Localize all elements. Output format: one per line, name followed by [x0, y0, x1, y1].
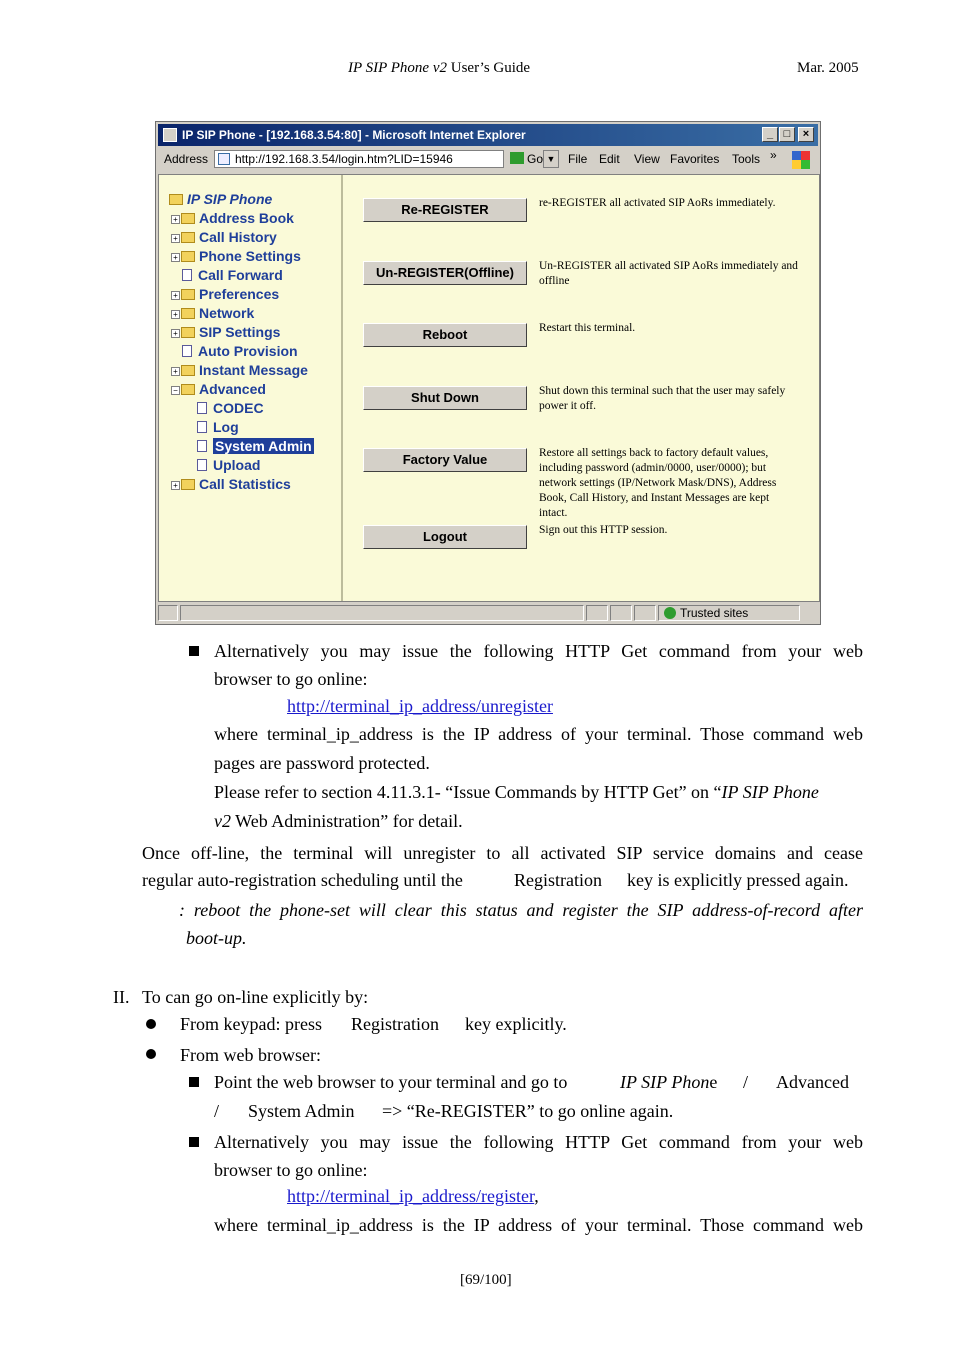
status-pane-main — [180, 605, 584, 621]
un-register-button[interactable]: Un-REGISTER(Offline) — [363, 261, 527, 285]
address-url: http://192.168.3.54/login.htm?LID=15946 — [235, 152, 453, 166]
trusted-sites-status: Trusted sites — [664, 606, 748, 620]
check-icon — [664, 607, 676, 619]
offline-line2: regular auto-registration scheduling until the — [142, 870, 463, 890]
square-bullet-icon — [189, 646, 199, 656]
go-label: Go — [527, 152, 544, 166]
note-line2: boot-up. — [186, 928, 247, 948]
point-slash-2: / — [214, 1101, 220, 1121]
address-dropdown-icon[interactable]: ▼ — [543, 150, 559, 168]
round-bullet-icon — [146, 1049, 156, 1059]
go-arrow-icon — [510, 152, 524, 164]
tree-item-network[interactable]: + Network — [171, 304, 254, 322]
note-line1: : reboot the phone-set will clear this status and register the SIP address-of-record after — [179, 900, 863, 920]
keypad-a: From keypad: press — [180, 1014, 322, 1034]
folder-icon — [181, 213, 195, 224]
page-icon — [218, 153, 230, 165]
nav-tree — [159, 175, 343, 601]
browser-title: IP SIP Phone - [192.168.3.54:80] - Microsoft Internet Explorer — [182, 128, 526, 142]
status-bar — [158, 604, 818, 622]
unregister-link[interactable]: http://terminal_ip_address/unregister — [287, 696, 553, 716]
page-header-date: Mar. 2005 — [797, 60, 859, 76]
register-link-line: http://terminal_ip_address/register, — [287, 1186, 539, 1206]
point-slash-1: / — [743, 1072, 749, 1092]
tree-item-call-statistics[interactable]: + Call Statistics — [171, 475, 291, 493]
point-path-phone: IP SIP Phone — [620, 1072, 718, 1092]
folder-icon — [181, 479, 195, 490]
register-link[interactable]: http://terminal_ip_address/register — [287, 1186, 535, 1206]
shut-down-description: Shut down this terminal such that the user may safely power it off. — [539, 385, 786, 412]
tree-item-codec[interactable]: CODEC — [197, 399, 264, 417]
page-header-title — [348, 60, 530, 77]
header-title-italic: IP SIP Phone v2 — [348, 60, 448, 76]
status-page-icon — [158, 605, 178, 621]
refer-line1: Please refer to section 4.11.3.1- “Issue Commands by HTTP Get” on “IP SIP Phone — [214, 782, 819, 802]
tree-item-call-forward[interactable]: Call Forward — [182, 266, 283, 284]
page-icon — [197, 421, 207, 433]
tree-item-system-admin[interactable]: System Admin — [197, 437, 314, 455]
tree-item-instant-message[interactable]: + Instant Message — [171, 361, 308, 379]
folder-icon — [181, 327, 195, 338]
folder-icon — [181, 289, 195, 300]
folder-icon — [169, 194, 183, 205]
minimize-button[interactable]: _ — [762, 127, 778, 142]
offline-line2-end: key is explicitly pressed again. — [627, 870, 849, 890]
tree-item-address-book[interactable]: + Address Book — [171, 209, 294, 227]
tree-item-upload[interactable]: Upload — [197, 456, 260, 474]
alt2-line1: Alternatively you may issue the following HTTP Get command from your web — [214, 1132, 863, 1152]
page-icon — [182, 345, 192, 357]
tree-item-auto-provision[interactable]: Auto Provision — [182, 342, 298, 360]
keypad-c: key explicitly. — [465, 1014, 567, 1034]
page-icon — [197, 402, 207, 414]
re-register-button[interactable]: Re-REGISTER — [363, 198, 527, 222]
address-bar — [158, 148, 818, 172]
admin-actions — [343, 175, 819, 601]
square-bullet-icon — [189, 1137, 199, 1147]
factory-value-button[interactable]: Factory Value — [363, 448, 527, 472]
folder-icon — [181, 251, 195, 262]
address-label: Address — [164, 152, 209, 166]
section-text: To can go on-line explicitly by: — [142, 987, 369, 1007]
round-bullet-icon — [146, 1019, 156, 1029]
menu-edit[interactable]: Edit — [599, 152, 620, 166]
logout-description: Sign out this HTTP session. — [539, 524, 668, 536]
open-folder-icon — [181, 384, 195, 395]
go-button[interactable] — [510, 152, 543, 166]
status-pane-3 — [634, 605, 656, 621]
folder-icon — [181, 232, 195, 243]
reboot-button[interactable]: Reboot — [363, 323, 527, 347]
menu-file[interactable]: File — [568, 152, 588, 166]
refer-line2: v2 Web Administration” for detail. — [214, 811, 463, 831]
reboot-description: Restart this terminal. — [539, 322, 636, 334]
tree-item-log[interactable]: Log — [197, 418, 239, 436]
page-icon — [197, 440, 207, 452]
alt2-line2: browser to go online: — [214, 1160, 368, 1180]
keypad-registration-key: Registration — [351, 1014, 439, 1034]
tree-item-advanced[interactable]: − Advanced — [171, 380, 266, 398]
folder-icon — [181, 308, 195, 319]
header-title-rest: User’s Guide — [447, 60, 531, 76]
page-number: [69/100] — [460, 1272, 512, 1288]
where1-line1: where terminal_ip_address is the IP address of your terminal. Those command web — [214, 724, 863, 744]
point-path-advanced: Advanced — [776, 1072, 849, 1092]
point-path-system-admin: System Admin — [248, 1101, 355, 1121]
menu-tools[interactable]: Tools — [732, 152, 761, 166]
point-re-register: => “Re-REGISTER” to go online again. — [382, 1101, 674, 1121]
shut-down-button[interactable]: Shut Down — [363, 386, 527, 410]
status-pane-2 — [610, 605, 632, 621]
ie-icon — [163, 128, 177, 142]
browser-window — [155, 121, 821, 625]
alt1-line2: browser to go online: — [214, 669, 368, 689]
re-register-description: re-REGISTER all activated SIP AoRs immediately. — [539, 197, 776, 209]
tree-item-phone-settings[interactable]: + Phone Settings — [171, 247, 301, 265]
offline-line1: Once off-line, the terminal will unregister to all activated SIP service domains and cease — [142, 843, 863, 863]
maximize-button[interactable]: □ — [779, 127, 795, 142]
page-icon — [182, 269, 192, 281]
tree-item-preferences[interactable]: + Preferences — [171, 285, 279, 303]
folder-icon — [181, 365, 195, 376]
where2-line1: where terminal_ip_address is the IP address of your terminal. Those command web — [214, 1215, 863, 1235]
factory-value-description: Restore all settings back to factory default values, including password (admin/0000, user/0000); but network settings (IP/Network Mask/DNS), Address Book, Call History, and Instant Messages are kept intact. — [539, 447, 777, 519]
tree-root-ip-sip-phone[interactable]: IP SIP Phone — [169, 190, 272, 208]
alt1-line1: Alternatively you may issue the following HTTP Get command from your web — [214, 641, 863, 661]
logout-button[interactable]: Logout — [363, 525, 527, 549]
menu-view[interactable]: View — [634, 152, 660, 166]
where1-line2: pages are password protected. — [214, 753, 430, 773]
page-content — [158, 174, 820, 602]
section-number: II. — [113, 987, 130, 1007]
windows-logo-icon — [792, 151, 810, 169]
tree-item-call-history[interactable]: + Call History — [171, 228, 277, 246]
menu-favorites[interactable]: Favorites — [670, 152, 720, 166]
point-a: Point the web browser to your terminal and go to — [214, 1072, 568, 1092]
page-icon — [197, 459, 207, 471]
close-button[interactable]: × — [798, 127, 814, 142]
web-browser-item: From web browser: — [180, 1045, 321, 1065]
un-register-description: Un-REGISTER all activated SIP AoRs immediately and offline — [539, 260, 798, 287]
square-bullet-icon — [189, 1077, 199, 1087]
menu-more-icon[interactable]: » — [770, 148, 777, 162]
status-pane-1 — [586, 605, 608, 621]
offline-registration-key: Registration — [514, 870, 602, 890]
browser-title-bar — [158, 124, 818, 146]
tree-item-sip-settings[interactable]: + SIP Settings — [171, 323, 280, 341]
